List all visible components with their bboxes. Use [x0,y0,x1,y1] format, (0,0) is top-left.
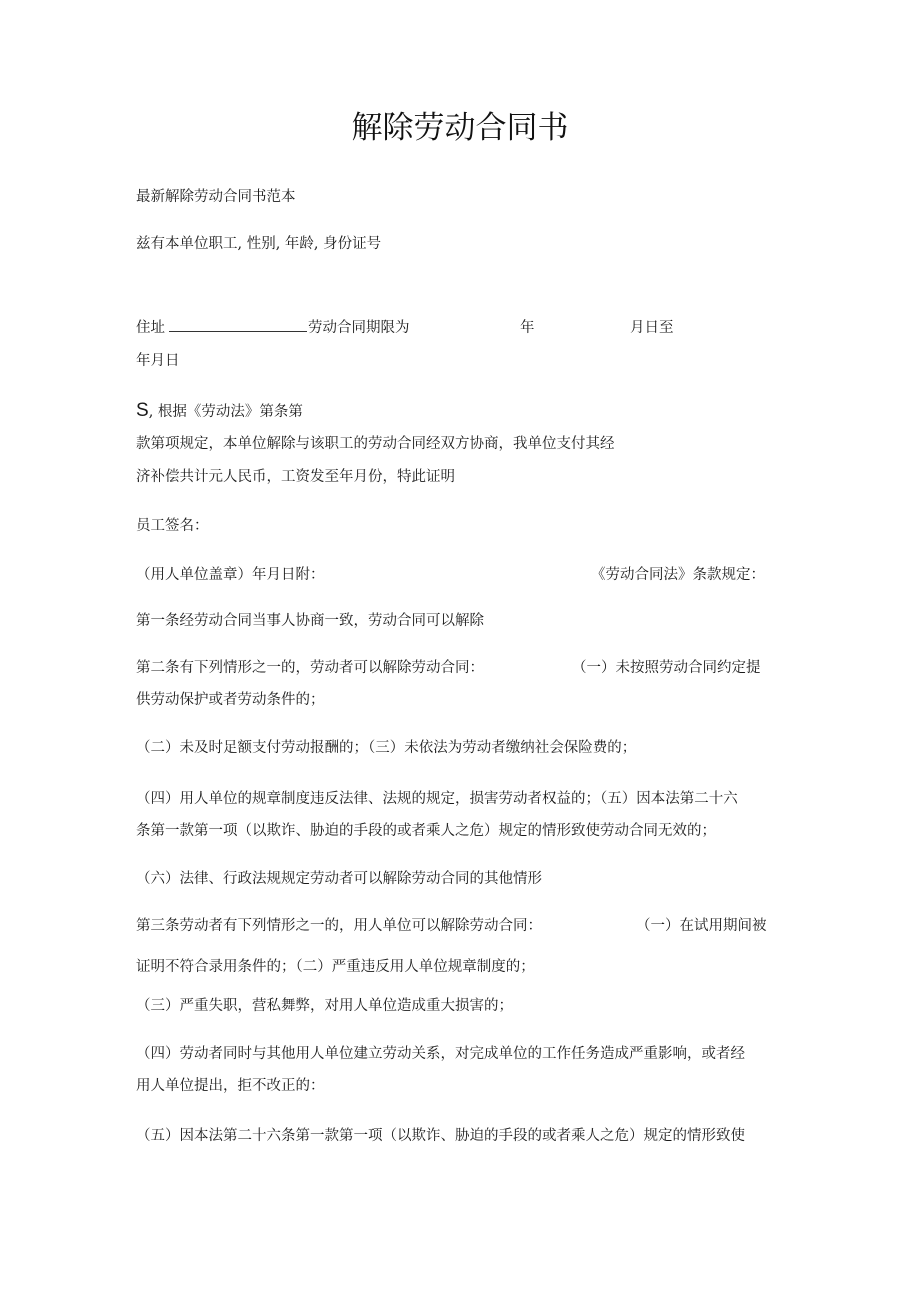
article-2-item-1: （一）未按照劳动合同约定提 [572,660,761,676]
basis-text-1: , 根据《劳动法》第条第 [148,404,303,420]
article-2-heading: 第二条有下列情形之一的，劳动者可以解除劳动合同： [136,660,484,676]
article-2-items-2-3: （二）未及时足额支付劳动报酬的；（三）未依法为劳动者缴纳社会保险费的； [136,740,637,756]
intro-line: 兹有本单位职工, 性别, 年龄, 身份证号 [136,236,382,252]
term-year: 年 [520,320,535,336]
article-3-item-3: （三）严重失职，营私舞弊，对用人单位造成重大损害的； [136,998,513,1014]
subtitle: 最新解除劳动合同书范本 [136,189,296,205]
article-2-items-4-5-cont: 条第一款第一项（以欺诈、胁迫的手段的或者乘人之危）规定的情形致使劳动合同无效的； [136,823,716,839]
document-title: 解除劳动合同书 [351,110,569,146]
seal-line: （用人单位盖章）年月日附： [136,567,325,583]
term-end: 年月日 [136,353,180,369]
article-2-item-1-cont: 供劳动保护或者劳动条件的； [136,692,325,708]
article-2-items-4-5: （四）用人单位的规章制度违反法律、法规的规定，损害劳动者权益的；（五）因本法第二十六 [136,791,738,807]
article-3-item-4-cont: 用人单位提出，拒不改正的： [136,1078,325,1094]
contract-term-label: 劳动合同期限为 [308,320,410,336]
article-1: 第一条经劳动合同当事人协商一致，劳动合同可以解除 [136,613,484,629]
address-label: 住址 [136,320,165,336]
article-3-items-1-2-cont: 证明不符合录用条件的；（二）严重违反用人单位规章制度的； [136,959,535,975]
law-reference: 《劳动合同法》条款规定： [591,567,765,583]
article-3-item-4: （四）劳动者同时与其他用人单位建立劳动关系，对完成单位的工作任务造成严重影响，或者经 [136,1046,745,1062]
address-line [136,318,410,338]
basis-line-2: 款第项规定，本单位解除与该职工的劳动合同经双方协商，我单位支付其经 [136,436,615,452]
term-month-day-to: 月日至 [630,320,674,336]
article-2-item-6: （六）法律、行政法规规定劳动者可以解除劳动合同的其他情形 [136,871,542,887]
basis-marker: S [136,400,149,421]
article-3-item-5: （五）因本法第二十六条第一款第一项（以欺诈、胁迫的手段的或者乘人之危）规定的情形致使 [136,1128,745,1144]
article-3-heading: 第三条劳动者有下列情形之一的，用人单位可以解除劳动合同： [136,918,542,934]
basis-line-1 [136,401,303,422]
basis-line-3: 济补偿共计元人民币，工资发至年月份，特此证明 [136,469,455,485]
address-blank [169,318,307,332]
article-3-item-1: （一）在试用期间被 [636,918,767,934]
employee-signature: 员工签名： [136,518,209,534]
